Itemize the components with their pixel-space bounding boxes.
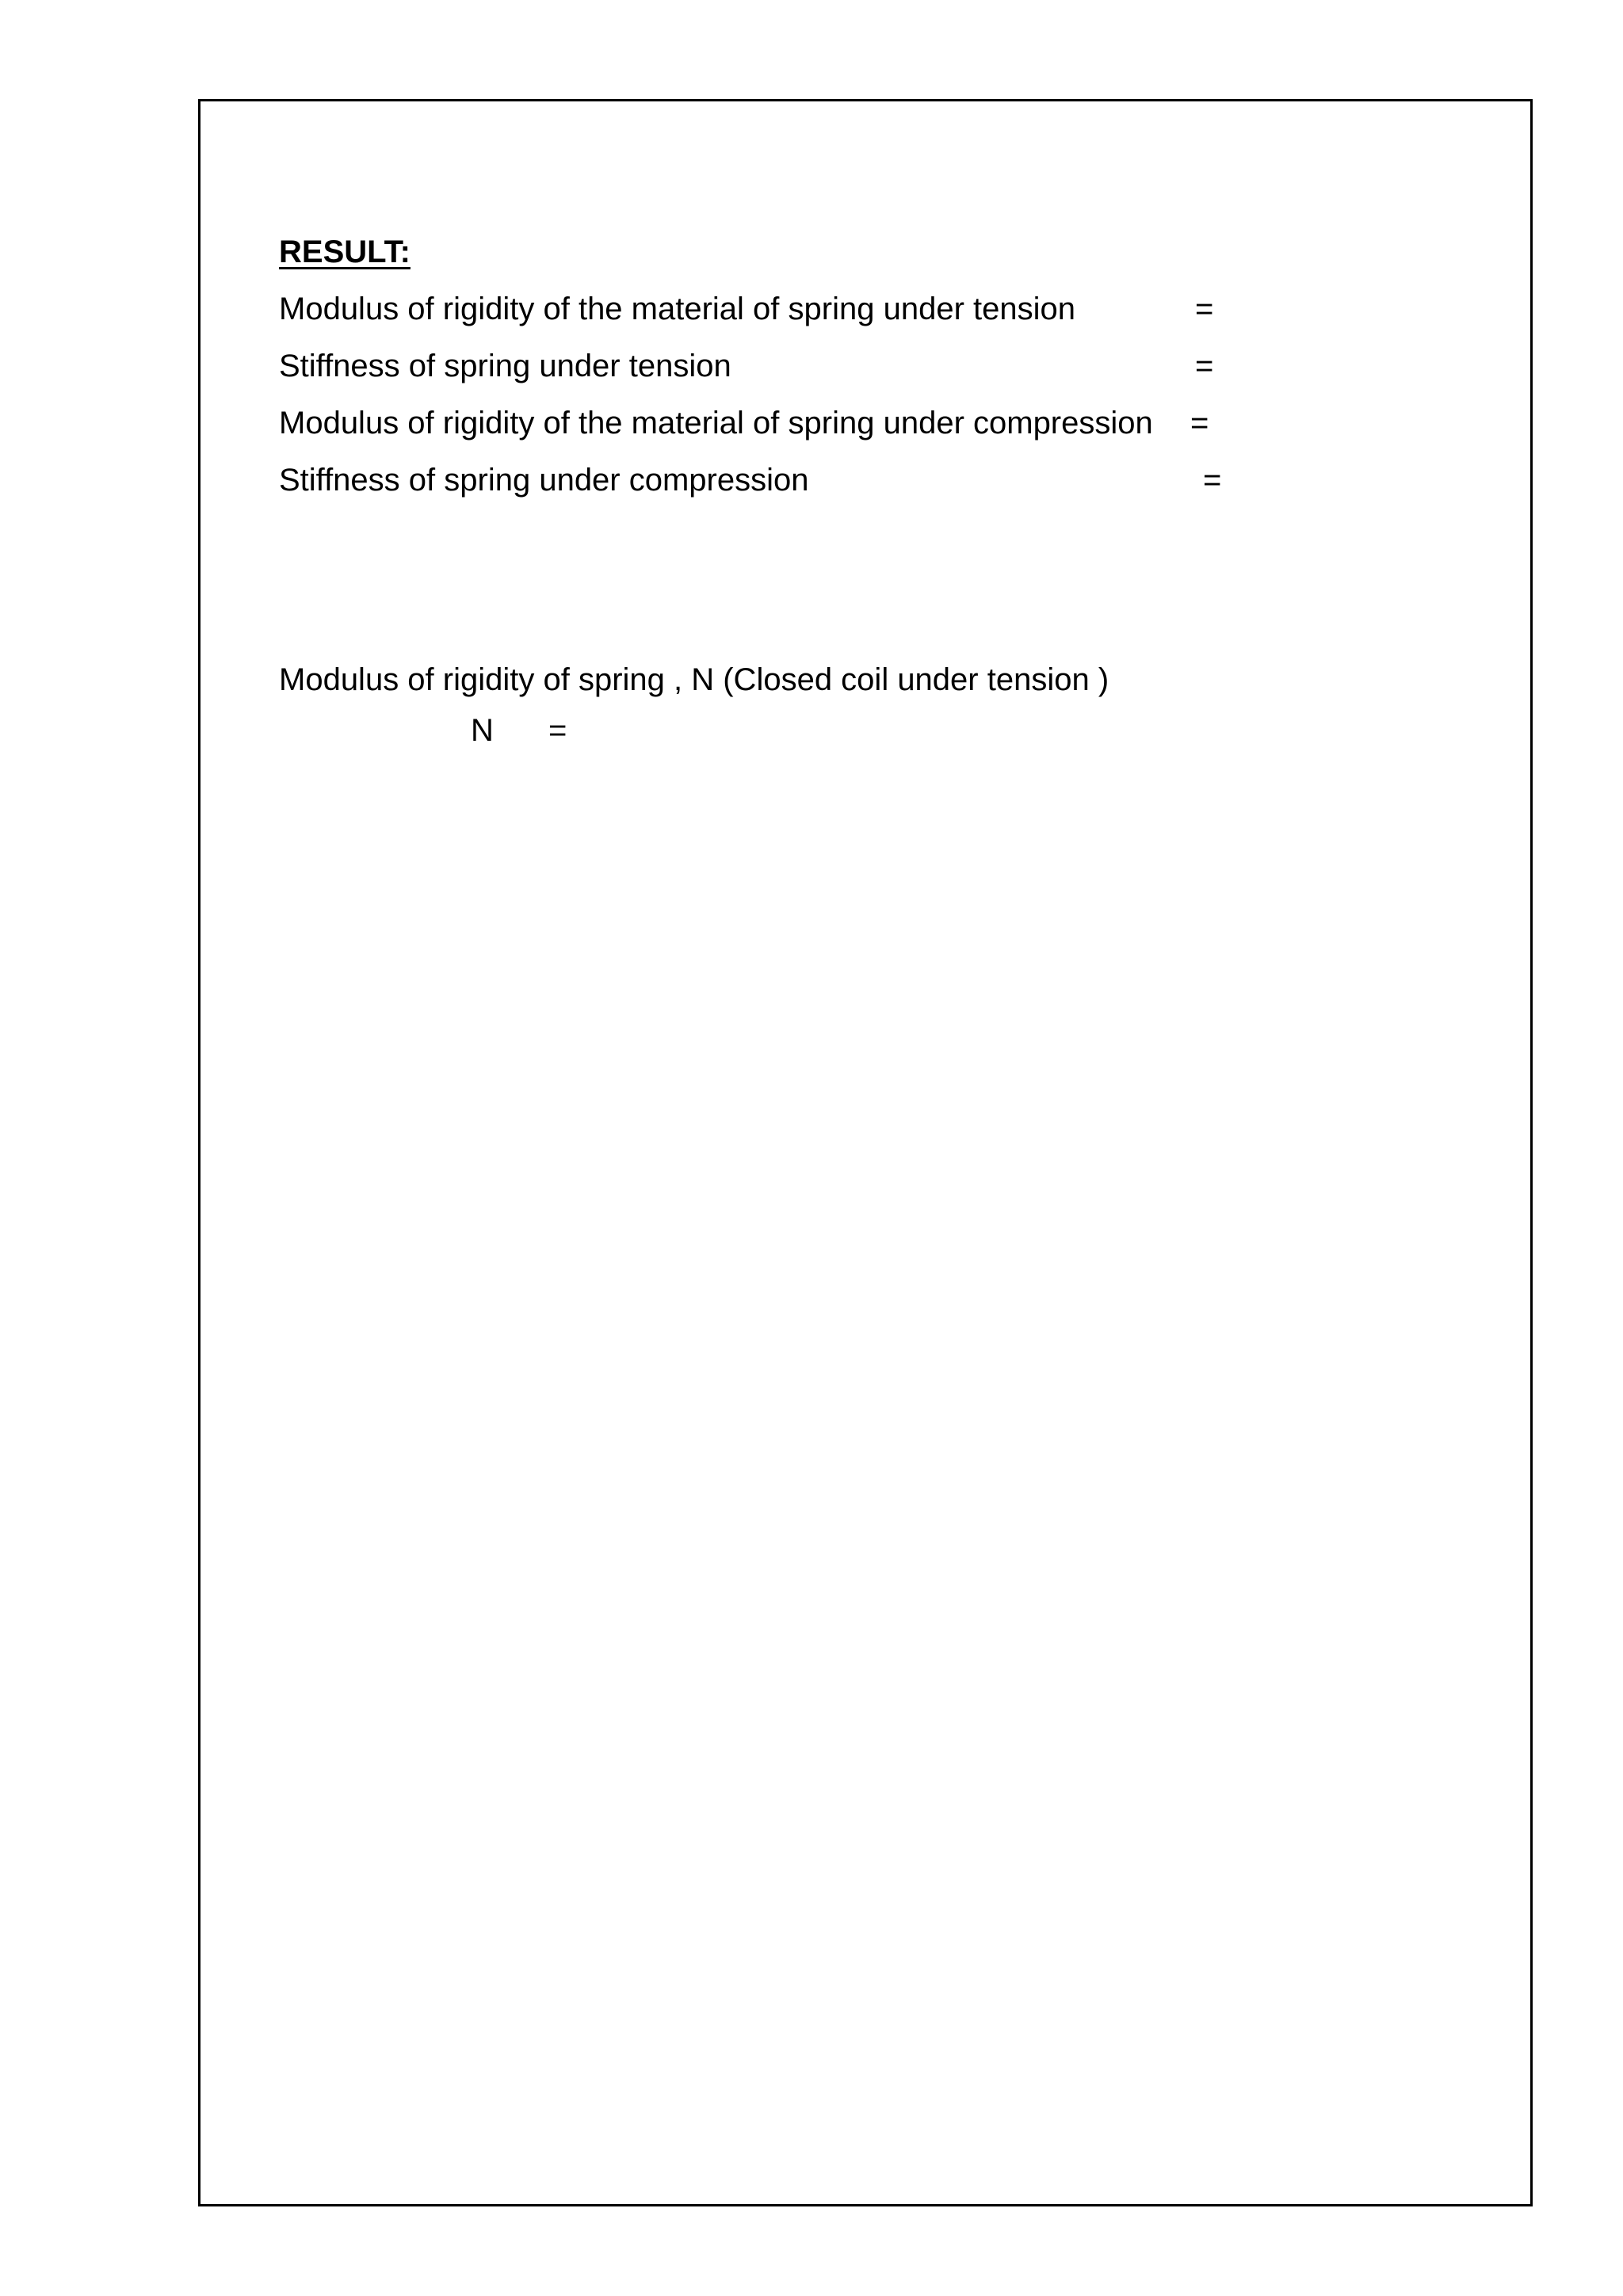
result-row-label: Modulus of rigidity of the material of spring under tension [279,292,1075,326]
result-heading: RESULT: [279,235,411,269]
result-row-equals: = [1190,406,1209,441]
formula-caption: Modulus of rigidity of spring , N (Closed coil under tension ) [279,662,1109,697]
formula-equals: = [548,713,567,748]
result-row-label: Stiffness of spring under tension [279,349,731,383]
result-row-equals: = [1195,349,1214,383]
result-row-equals: = [1195,292,1214,326]
result-row-label: Stiffness of spring under compression [279,463,809,498]
formula-symbol: N [471,713,494,748]
result-row-equals: = [1203,463,1222,498]
result-row-label: Modulus of rigidity of the material of spring under compression [279,406,1153,441]
